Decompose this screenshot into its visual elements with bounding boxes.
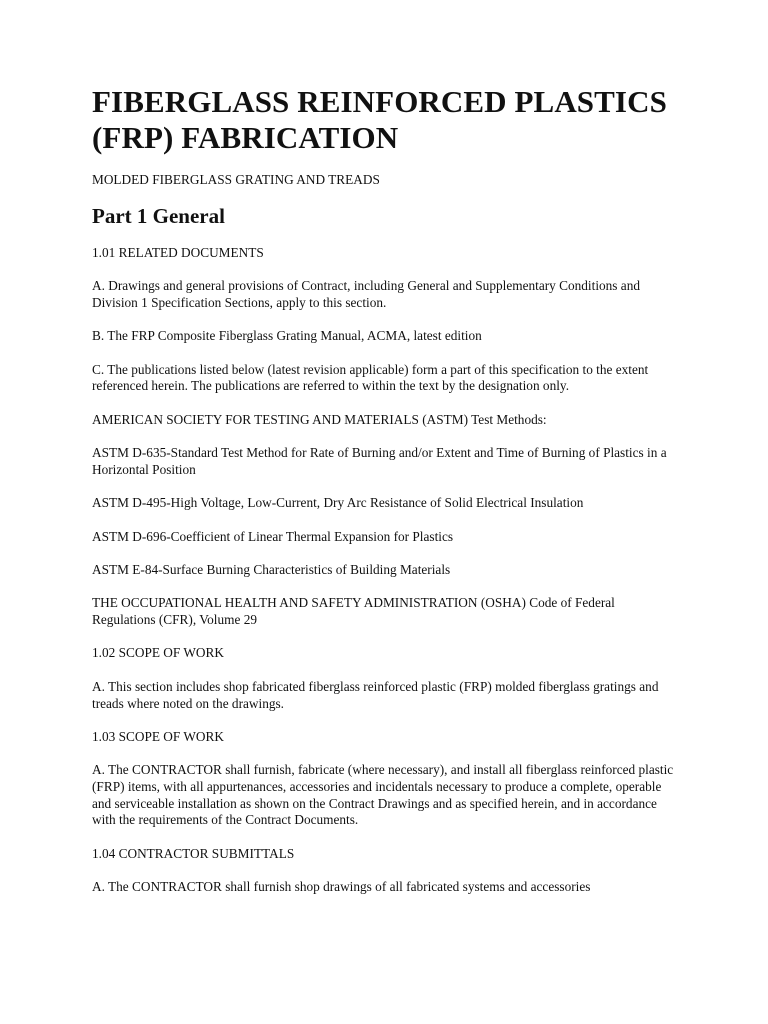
astm-d495: ASTM D-495-High Voltage, Low-Current, Dry Arc Resistance of Solid Electrical Insulation [92, 495, 584, 511]
section-heading-1-04: 1.04 CONTRACTOR SUBMITTALS [92, 845, 295, 861]
paragraph-1-01-b: B. The FRP Composite Fiberglass Grating Manual, ACMA, latest edition [92, 328, 482, 344]
astm-e84: ASTM E-84-Surface Burning Characteristics of Building Materials [92, 561, 451, 577]
astm-heading: AMERICAN SOCIETY FOR TESTING AND MATERIALS (ASTM) Test Methods: [92, 411, 547, 427]
paragraph-1-04-a: A. The CONTRACTOR shall furnish shop drawings of all fabricated systems and accessories [92, 879, 591, 895]
section-heading-1-02: 1.02 SCOPE OF WORK [92, 645, 225, 661]
osha-reference: THE OCCUPATIONAL HEALTH AND SAFETY ADMINISTRATION (OSHA) Code of Federal Regulations (CFR), Volume 29 [92, 595, 615, 628]
paragraph-1-01-a: A. Drawings and general provisions of Contract, including General and Supplementary Conditions and Division 1 Specification Sections, apply to this section. [92, 278, 641, 310]
section-heading-1-01: 1.01 RELATED DOCUMENTS [92, 244, 264, 260]
astm-d635: ASTM D-635-Standard Test Method for Rate of Burning and/or Extent and Time of Burning of Plastics in a Horizontal Position [92, 445, 667, 477]
part-heading: Part 1 General [92, 203, 225, 228]
section-heading-1-03: 1.03 SCOPE OF WORK [92, 728, 225, 744]
paragraph-1-02-a: A. This section includes shop fabricated fiberglass reinforced plastic (FRP) molded fiberglass gratings and treads where noted on the drawings. [92, 678, 659, 711]
paragraph-1-01-c: C. The publications listed below (latest revision applicable) form a part of this specification to the extent referenced herein. The publications are referred to within the text by the designation only. [92, 361, 649, 394]
document-subtitle: MOLDED FIBERGLASS GRATING AND TREADS [92, 172, 380, 187]
astm-d696: ASTM D-696-Coefficient of Linear Thermal Expansion for Plastics [92, 528, 454, 544]
document-title: FIBERGLASS REINFORCED PLASTICS (FRP) FABRICATION [92, 84, 667, 155]
paragraph-1-03-a: A. The CONTRACTOR shall furnish, fabricate (where necessary), and install all fiberglass reinforced plastic (FRP) items, with all appurtenances, accessories and incidentals necessary to produce a complete, operable and serviceable installation as shown on the Contract Drawings and as specified herein, and in accordance with the requirements of the Contract Documents. [92, 762, 674, 828]
